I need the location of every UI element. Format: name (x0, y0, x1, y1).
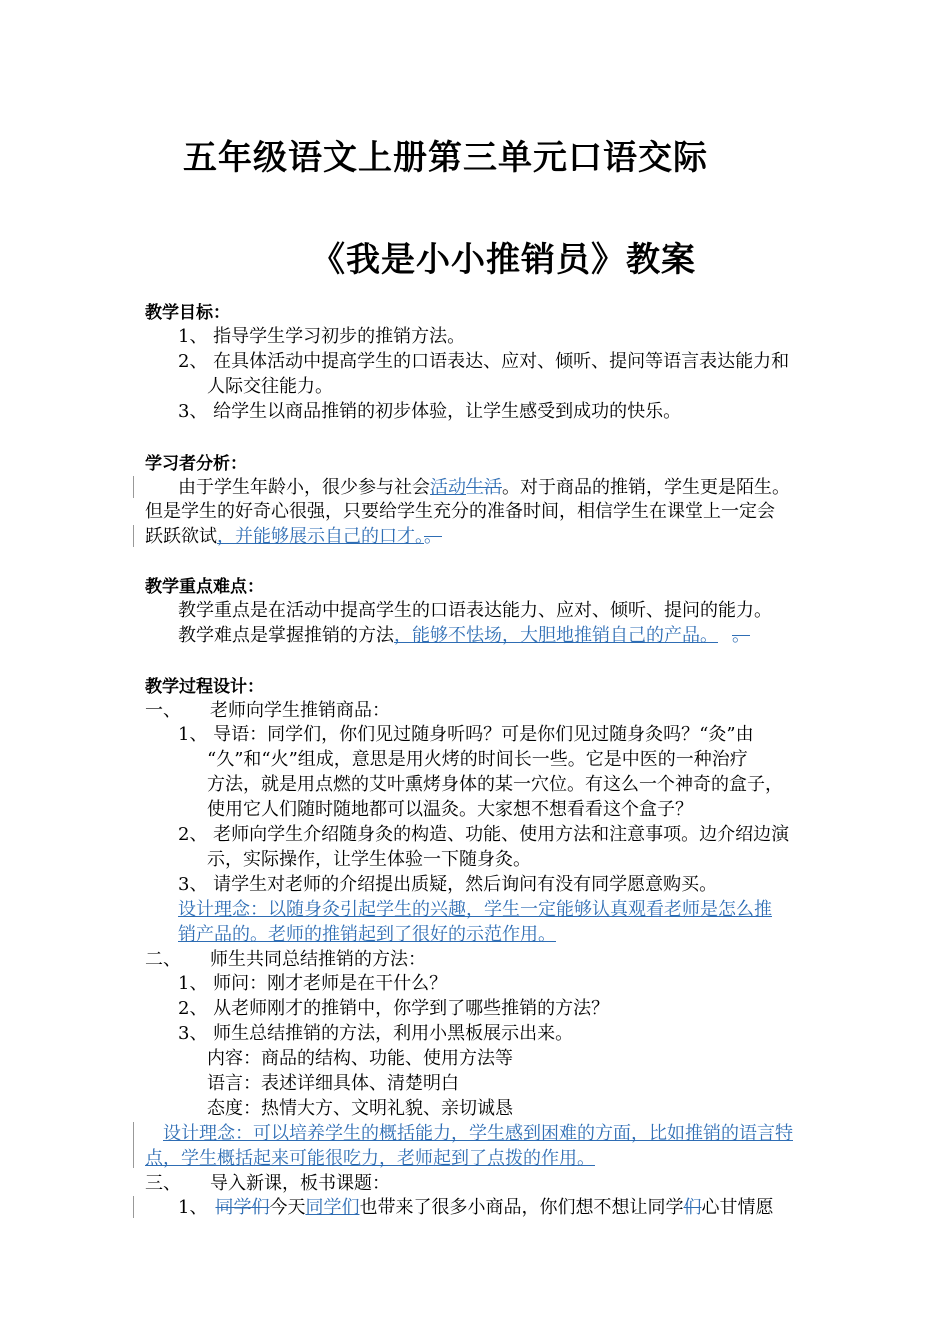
section-1-line: 2、 老师向学生介绍随身灸的构造、功能、使用方法和注意事项。边介绍边演 (178, 824, 790, 845)
objective-item-continued: 人际交往能力。 (207, 376, 333, 397)
learner-line-3 (145, 525, 442, 549)
section-1-line: 3、 请学生对老师的介绍提出质疑，然后询问有没有同学愿意购买。 (178, 874, 718, 895)
section-1-title: 老师向学生推销商品： (210, 700, 390, 721)
section-1-number: 一、 (145, 700, 181, 721)
text: 教学难点是掌握推销的方法 (178, 625, 394, 646)
deleted-text: 生活 (466, 477, 502, 498)
text: 。对于商品的推销，学生更是陌生。 (502, 477, 790, 498)
objectives-heading: 教学目标： (145, 303, 230, 323)
section-2-number: 二、 (145, 949, 181, 970)
deleted-text: 们 (683, 1197, 702, 1218)
inserted-text: ，并能够展示自己的口才。 (217, 526, 424, 547)
section-3-line-1 (178, 1196, 773, 1220)
section-1-line: “久”和“火”组成，意思是用火烤的时间长一些。它是中医的一种治疗 (207, 749, 748, 770)
revision-bar (133, 1196, 134, 1218)
section-2-line: 内容：商品的结构、功能、使用方法等 (207, 1048, 513, 1069)
text: 今天 (269, 1197, 306, 1218)
section-2-line: 2、 从老师刚才的推销中，你学到了哪些推销的方法？ (178, 998, 610, 1019)
inserted-text: 活动 (430, 477, 466, 498)
section-3-number: 三、 (145, 1173, 181, 1194)
section-1-line: 示，实际操作，让学生体验一下随身灸。 (207, 849, 531, 870)
section-1-line: 使用它人们随时随地都可以温灸。大家想不想看看这个盒子？ (207, 799, 693, 820)
keypoints-heading: 教学重点难点： (145, 577, 264, 597)
inserted-text: ，能够不怯场，大胆地推销自己的产品。 (394, 625, 718, 646)
text: 心甘情愿 (701, 1197, 774, 1218)
text: 跃跃欲试 (145, 526, 217, 547)
document-title-line1: 五年级语文上册第三单元口语交际 (183, 138, 708, 178)
deleted-text: 同学们 (215, 1197, 270, 1218)
learner-line-1 (178, 476, 790, 500)
section-2-line: 3、 师生总结推销的方法，利用小黑板展示出来。 (178, 1023, 574, 1044)
section-3-title: 导入新课，板书课题： (210, 1173, 390, 1194)
objective-item: 1、 指导学生学习初步的推销方法。 (178, 326, 466, 347)
design-idea-1-line: 销产品的。老师的推销起到了很好的示范作用。 (178, 924, 556, 945)
item-number: 1、 (178, 1197, 208, 1218)
keypoints-line-2 (178, 624, 750, 648)
design-idea-1-line: 设计理念：以随身灸引起学生的兴趣，学生一定能够认真观看老师是怎么推 (178, 899, 772, 920)
inserted-text: 同学们 (305, 1197, 360, 1218)
revision-bar (133, 476, 134, 498)
section-2-line: 1、 师问：刚才老师是在干什么？ (178, 973, 448, 994)
design-idea-2-line: 点，学生概括起来可能很吃力，老师起到了点拨的作用。 (145, 1148, 595, 1169)
text: 也带来了很多小商品，你们想不想让同学 (359, 1197, 684, 1218)
objective-item: 3、 给学生以商品推销的初步体验，让学生感受到成功的快乐。 (178, 401, 682, 422)
learner-heading: 学习者分析： (145, 454, 247, 474)
section-1-line: 1、 导语：同学们，你们见过随身听吗？可是你们见过随身灸吗？“灸”由 (178, 724, 754, 745)
revision-bar (133, 1122, 134, 1168)
process-heading: 教学过程设计： (145, 677, 264, 697)
section-2-line: 语言：表述详细具体、清楚明白 (207, 1073, 459, 1094)
keypoints-line-1: 教学重点是在活动中提高学生的口语表达能力、应对、倾听、提问的能力。 (178, 600, 772, 621)
section-1-line: 方法，就是用点燃的艾叶熏烤身体的某一穴位。有这么一个神奇的盒子， (207, 774, 783, 795)
section-2-title: 师生共同总结推销的方法： (210, 949, 426, 970)
section-2-line: 态度：热情大方、文明礼貌、亲切诚恳 (207, 1098, 513, 1119)
document-title-line2: 《我是小小推销员》教案 (311, 240, 696, 280)
text: 由于学生年龄小，很少参与社会 (178, 477, 430, 498)
deleted-text: 。 (732, 625, 750, 646)
revision-bar (133, 525, 134, 547)
learner-line-2: 但是学生的好奇心很强，只要给学生充分的准备时间，相信学生在课堂上一定会 (145, 501, 775, 522)
deleted-text: 。 (424, 526, 442, 547)
design-idea-2-line: 设计理念：可以培养学生的概括能力，学生感到困难的方面，比如推销的语言特 (163, 1123, 793, 1144)
objective-item: 2、 在具体活动中提高学生的口语表达、应对、倾听、提问等语言表达能力和 (178, 351, 790, 372)
